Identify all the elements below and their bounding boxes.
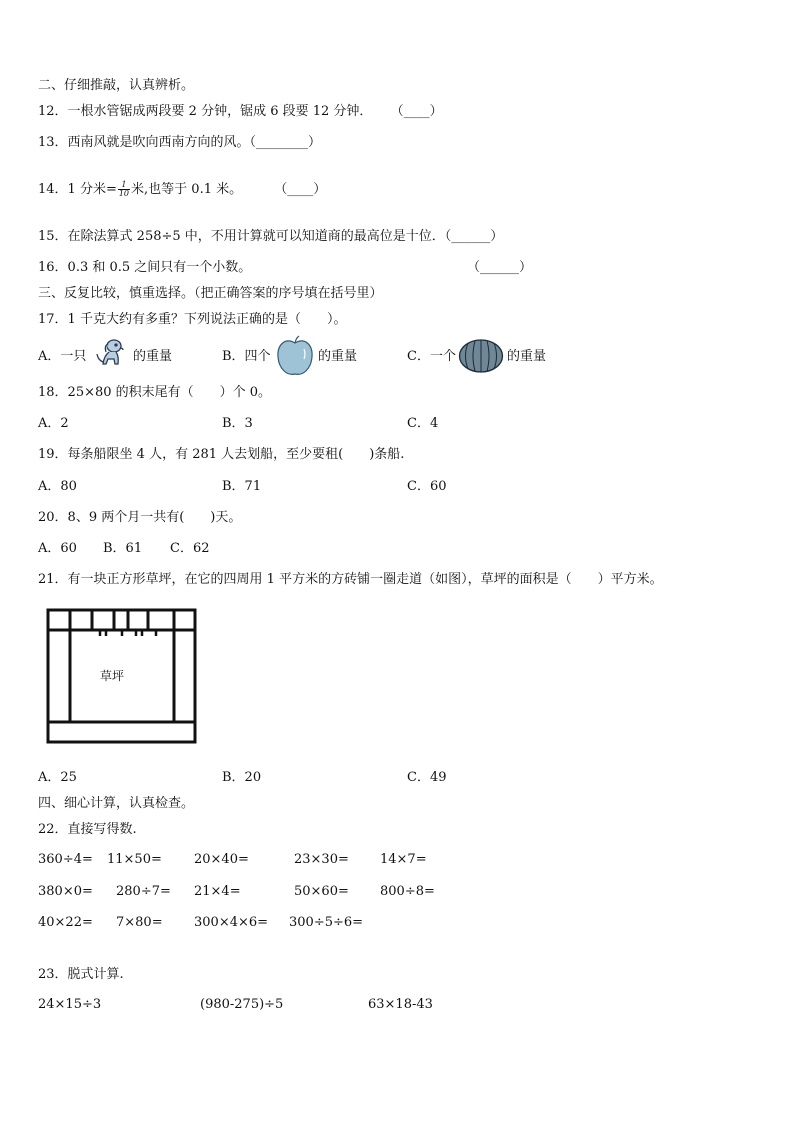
q22-item: 14×7=	[380, 852, 427, 867]
dog-icon	[92, 336, 128, 372]
question-22: 22．直接写得数.	[38, 822, 137, 837]
q16-answer-blank[interactable]: （______）	[467, 260, 533, 275]
watermelon-icon	[458, 338, 504, 374]
question-19: 19．每条船限坐 4 人，有 281 人去划船，至少要租( )条船.	[38, 447, 405, 462]
q19-option-b[interactable]: B．71	[222, 479, 262, 494]
q14-fraction-denominator: 10	[118, 189, 130, 198]
question-18: 18．25×80 的积末尾有（ ）个 0。	[38, 385, 272, 400]
q12-answer-blank[interactable]: （____）	[390, 104, 443, 119]
q20-option-a[interactable]: A．60	[38, 541, 77, 556]
q22-item: 800÷8=	[380, 884, 435, 899]
q17-option-c-post: 的重量	[507, 349, 547, 364]
question-14	[38, 179, 326, 201]
question-17: 17．1 千克大约有多重？下列说法正确的是（ ）。	[38, 312, 347, 327]
q17-option-b[interactable]	[222, 348, 271, 366]
question-23: 23．脱式计算.	[38, 967, 124, 982]
q15-text: 15．在除法算式 258÷5 中，不用计算就可以知道商的最高位是十位．	[38, 229, 445, 244]
q20-option-c[interactable]: C．62	[170, 541, 210, 556]
section4-title: 四、细心计算，认真检查。	[38, 796, 195, 811]
section2-title: 二、仔细推敲，认真辨析。	[38, 78, 195, 93]
q14-text-pre: 14．1 分米=	[38, 182, 117, 197]
q22-item: 20×40=	[194, 852, 249, 867]
question-13	[38, 134, 321, 152]
q22-item: 380×0=	[38, 884, 93, 899]
q17-option-a-pre: A．一只	[38, 349, 87, 364]
question-20: 20．8、9 两个月一共有( )天。	[38, 510, 242, 525]
question-21: 21．有一块正方形草坪，在它的四周用 1 平方米的方砖铺一圈走道（如图），草坪的面积是（ ）平方米。	[38, 572, 663, 587]
q17-option-c-pre: C．一个	[407, 349, 456, 364]
q19-option-a[interactable]: A．80	[38, 479, 77, 494]
q14-fraction	[118, 181, 130, 198]
question-12	[38, 103, 443, 121]
q21-option-a[interactable]: A．25	[38, 770, 77, 785]
q16-text: 16．0.3 和 0.5 之间只有一个小数。	[38, 260, 252, 275]
q18-option-a[interactable]: A．2	[38, 416, 69, 431]
q13-text: 13．西南风就是吹向西南方向的风。	[38, 135, 250, 150]
q17-option-c[interactable]	[407, 348, 456, 366]
q22-item: 280÷7=	[116, 884, 171, 899]
q22-item: 50×60=	[294, 884, 349, 899]
q15-answer-blank[interactable]: （______）	[444, 229, 504, 244]
lawn-label: 草坪	[100, 669, 125, 683]
q22-item: 11×50=	[107, 852, 162, 867]
q21-option-b[interactable]: B．20	[222, 770, 262, 785]
question-16	[38, 259, 251, 277]
q20-option-b[interactable]: B．61	[103, 541, 143, 556]
apple-icon	[275, 335, 315, 377]
q22-item: 7×80=	[116, 915, 163, 930]
q13-answer-blank[interactable]: （________）	[249, 135, 322, 150]
q17-option-a-post: 的重量	[133, 349, 173, 364]
q22-item: 300÷5÷6=	[289, 915, 364, 930]
q23-item: 24×15÷3	[38, 997, 102, 1012]
section3-title: 三、反复比较，慎重选择。（把正确答案的序号填在括号里）	[38, 286, 383, 301]
q23-item: 63×18-43	[368, 997, 433, 1012]
q19-option-c[interactable]: C．60	[407, 479, 447, 494]
q17-option-b-post: 的重量	[318, 349, 358, 364]
question-15	[38, 228, 503, 246]
q21-option-c[interactable]: C．49	[407, 770, 447, 785]
q22-item: 360÷4=	[38, 852, 93, 867]
q14-text-post: 米,也等于 0.1 米。	[131, 182, 243, 197]
q22-item: 21×4=	[194, 884, 241, 899]
q17-option-a[interactable]	[38, 348, 86, 366]
q18-option-b[interactable]: B．3	[222, 416, 253, 431]
q18-option-c[interactable]: C．4	[407, 416, 439, 431]
q14-answer-blank[interactable]: （____）	[274, 182, 327, 197]
q22-item: 300×4×6=	[194, 915, 269, 930]
q22-item: 23×30=	[294, 852, 349, 867]
q14-fraction-numerator: 1	[118, 181, 130, 190]
q12-text: 12．一根水管锯成两段要 2 分钟，锯成 6 段要 12 分钟．	[38, 104, 373, 119]
q22-item: 40×22=	[38, 915, 93, 930]
q23-item: (980-275)÷5	[200, 997, 284, 1012]
q17-option-b-pre: B．四个	[222, 349, 271, 364]
